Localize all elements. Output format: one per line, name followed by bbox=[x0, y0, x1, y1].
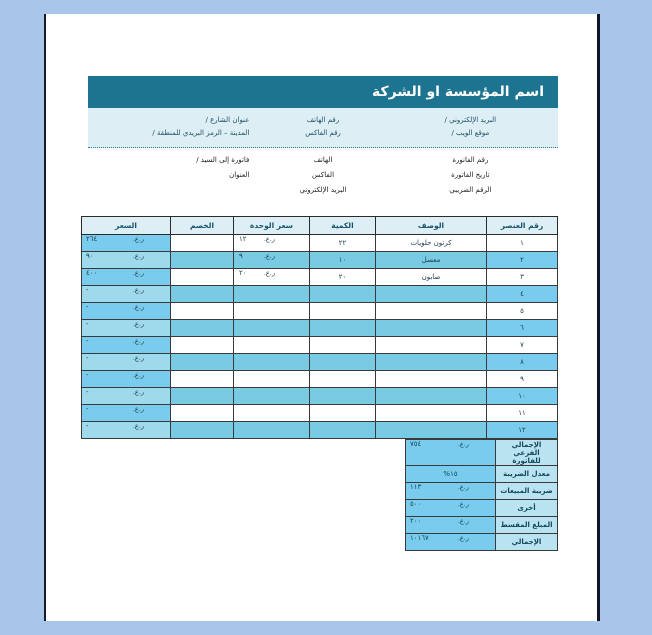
cell-unit-price[interactable] bbox=[234, 405, 310, 422]
cell-quantity[interactable] bbox=[310, 371, 376, 388]
cell-unit-price[interactable] bbox=[234, 235, 310, 252]
cell-unit-price[interactable] bbox=[234, 286, 310, 303]
company-fax-label: رقم الفاكس bbox=[305, 129, 341, 137]
table-row[interactable] bbox=[82, 269, 558, 286]
currency-symbol: ر.ع. bbox=[132, 354, 144, 362]
unit-price-value: ١٢ bbox=[239, 235, 247, 243]
cell-description[interactable]: صابون bbox=[376, 269, 487, 286]
subtotal-value: ٧٥٤ bbox=[410, 440, 422, 448]
bill-to-label: فاتورة إلى السيد / bbox=[196, 156, 250, 164]
currency-symbol: ر.ع. bbox=[457, 440, 469, 448]
table-row[interactable] bbox=[82, 405, 558, 422]
price-value: - bbox=[86, 422, 89, 430]
cell-discount[interactable] bbox=[171, 371, 234, 388]
cell-quantity[interactable] bbox=[310, 320, 376, 337]
cell-quantity[interactable] bbox=[310, 388, 376, 405]
col-price: السعر bbox=[82, 217, 171, 235]
cell-description[interactable] bbox=[376, 320, 487, 337]
company-phone-label: رقم الهاتف bbox=[306, 116, 340, 124]
cell-quantity[interactable]: ٢٢ bbox=[310, 235, 376, 252]
company-street-label: عنوان الشارع / bbox=[205, 116, 250, 124]
deposit-amount bbox=[406, 517, 496, 534]
cell-description[interactable] bbox=[376, 371, 487, 388]
cell-item-number[interactable]: ١١ bbox=[487, 405, 558, 422]
company-city-zip-label: المدينة – الرمز البريدي للمنطقة / bbox=[152, 129, 250, 137]
cell-description[interactable]: معسل bbox=[376, 252, 487, 269]
cell-quantity[interactable] bbox=[310, 337, 376, 354]
cell-discount[interactable] bbox=[171, 320, 234, 337]
company-info-band bbox=[88, 108, 558, 148]
cell-item-number[interactable]: ٦ bbox=[487, 320, 558, 337]
cell-price[interactable] bbox=[82, 388, 171, 405]
table-row[interactable] bbox=[82, 371, 558, 388]
tax-rate-value: ١٥% bbox=[443, 469, 458, 478]
company-info-row bbox=[102, 127, 544, 140]
price-value: - bbox=[86, 303, 89, 311]
price-value: - bbox=[86, 286, 89, 294]
subtotal-label: الإجمالي الفرعي للفاتورة bbox=[496, 440, 558, 466]
table-row[interactable] bbox=[82, 303, 558, 320]
deposit-label: المبلغ المقسط bbox=[496, 517, 558, 534]
cell-price[interactable] bbox=[82, 354, 171, 371]
other-amount bbox=[406, 500, 496, 517]
bill-to-row bbox=[102, 153, 544, 168]
cell-discount[interactable] bbox=[171, 286, 234, 303]
cell-description[interactable] bbox=[376, 405, 487, 422]
cell-quantity[interactable] bbox=[310, 303, 376, 320]
col-quantity: الكمية bbox=[310, 217, 376, 235]
items-table-header-row bbox=[82, 217, 558, 235]
sales-tax-amount bbox=[406, 483, 496, 500]
other-label: أخرى bbox=[496, 500, 558, 517]
price-value: - bbox=[86, 405, 89, 413]
currency-symbol: ر.ع. bbox=[457, 500, 469, 508]
price-value: - bbox=[86, 388, 89, 396]
cell-description[interactable] bbox=[376, 303, 487, 320]
cell-discount[interactable] bbox=[171, 252, 234, 269]
currency-symbol: ر.ع. bbox=[132, 388, 144, 396]
table-row[interactable] bbox=[82, 388, 558, 405]
currency-symbol: ر.ع. bbox=[132, 303, 144, 311]
table-row[interactable] bbox=[82, 235, 558, 252]
subtotal-amount bbox=[406, 440, 496, 466]
cell-item-number[interactable]: ٥ bbox=[487, 303, 558, 320]
totals-table bbox=[405, 439, 558, 551]
page-content-area bbox=[46, 14, 597, 621]
currency-symbol: ر.ع. bbox=[457, 517, 469, 525]
cell-item-number[interactable]: ٧ bbox=[487, 337, 558, 354]
currency-symbol: ر.ع. bbox=[132, 235, 144, 243]
cell-item-number[interactable]: ٢ bbox=[487, 252, 558, 269]
cell-unit-price[interactable] bbox=[234, 354, 310, 371]
cell-discount[interactable] bbox=[171, 388, 234, 405]
cell-item-number[interactable]: ٣ bbox=[487, 269, 558, 286]
cell-item-number[interactable]: ٩ bbox=[487, 371, 558, 388]
invoice-sheet bbox=[88, 76, 558, 551]
invoice-header-bar bbox=[88, 76, 558, 108]
cell-unit-price[interactable] bbox=[234, 337, 310, 354]
table-row[interactable] bbox=[82, 286, 558, 303]
cell-description[interactable] bbox=[376, 422, 487, 439]
customer-phone-label: الهاتف bbox=[313, 156, 333, 164]
col-discount: الخصم bbox=[171, 217, 234, 235]
table-row[interactable] bbox=[82, 320, 558, 337]
cell-quantity[interactable]: ٢٠ bbox=[310, 269, 376, 286]
cell-price[interactable] bbox=[82, 269, 171, 286]
cell-discount[interactable] bbox=[171, 303, 234, 320]
cell-description[interactable] bbox=[376, 337, 487, 354]
invoice-number-label: رقم الفاتورة bbox=[452, 156, 489, 164]
cell-quantity[interactable] bbox=[310, 405, 376, 422]
currency-symbol: ر.ع. bbox=[263, 269, 275, 277]
tax-rate-label: معدل الضريبة bbox=[496, 466, 558, 483]
tax-rate-amount bbox=[406, 466, 496, 483]
cell-discount[interactable] bbox=[171, 405, 234, 422]
currency-symbol: ر.ع. bbox=[132, 286, 144, 294]
unit-price-value: ٩ bbox=[239, 252, 243, 260]
currency-symbol: ر.ع. bbox=[263, 252, 275, 260]
cell-price[interactable] bbox=[82, 320, 171, 337]
cell-price[interactable] bbox=[82, 252, 171, 269]
cell-unit-price[interactable] bbox=[234, 371, 310, 388]
bill-to-row bbox=[102, 168, 544, 183]
company-info-row bbox=[102, 114, 544, 127]
cell-unit-price[interactable] bbox=[234, 388, 310, 405]
bill-to-spacer bbox=[102, 183, 249, 198]
cell-description[interactable]: كرتون حلويات bbox=[376, 235, 487, 252]
cell-quantity[interactable] bbox=[310, 422, 376, 439]
cell-discount[interactable] bbox=[171, 354, 234, 371]
currency-symbol: ر.ع. bbox=[132, 405, 144, 413]
company-email-label: البريد الإلكتروني / bbox=[444, 116, 497, 124]
currency-symbol: ر.ع. bbox=[132, 269, 144, 277]
price-value: ٢٦٤ bbox=[86, 235, 98, 243]
currency-symbol: ر.ع. bbox=[457, 534, 469, 542]
cell-unit-price[interactable] bbox=[234, 320, 310, 337]
price-value: - bbox=[86, 320, 89, 328]
bill-to-row bbox=[102, 183, 544, 198]
cell-price[interactable] bbox=[82, 422, 171, 439]
table-row[interactable] bbox=[82, 337, 558, 354]
col-description: الوصف bbox=[376, 217, 487, 235]
currency-symbol: ر.ع. bbox=[132, 320, 144, 328]
grand-total-label: الإجمالي bbox=[496, 534, 558, 551]
customer-address-label: العنوان bbox=[229, 171, 250, 179]
totals-row-grand-total bbox=[406, 534, 558, 551]
col-unit-price: سعر الوحدة bbox=[234, 217, 310, 235]
cell-quantity[interactable] bbox=[310, 286, 376, 303]
table-row[interactable] bbox=[82, 354, 558, 371]
tax-number-label: الرقم الضريبي bbox=[449, 186, 492, 194]
cell-price[interactable] bbox=[82, 337, 171, 354]
cell-unit-price[interactable] bbox=[234, 422, 310, 439]
cell-description[interactable] bbox=[376, 354, 487, 371]
cell-price[interactable] bbox=[82, 371, 171, 388]
cell-description[interactable] bbox=[376, 286, 487, 303]
currency-symbol: ر.ع. bbox=[132, 371, 144, 379]
cell-item-number[interactable]: ١ bbox=[487, 235, 558, 252]
cell-unit-price[interactable] bbox=[234, 303, 310, 320]
totals-row-other bbox=[406, 500, 558, 517]
cell-item-number[interactable]: ٨ bbox=[487, 354, 558, 371]
currency-symbol: ر.ع. bbox=[457, 483, 469, 491]
unit-price-value: ٢٠ bbox=[239, 269, 247, 277]
cell-price[interactable] bbox=[82, 303, 171, 320]
cell-quantity[interactable] bbox=[310, 354, 376, 371]
cell-quantity[interactable]: ١٠ bbox=[310, 252, 376, 269]
cell-price[interactable] bbox=[82, 235, 171, 252]
table-row[interactable] bbox=[82, 422, 558, 439]
cell-discount[interactable] bbox=[171, 422, 234, 439]
totals-row-sales-tax bbox=[406, 483, 558, 500]
currency-symbol: ر.ع. bbox=[263, 235, 275, 243]
company-website-label: موقع الويب / bbox=[451, 129, 490, 137]
items-table-body bbox=[82, 235, 558, 439]
totals-row-subtotal bbox=[406, 440, 558, 466]
cell-description[interactable] bbox=[376, 388, 487, 405]
invoice-date-label: تاريخ الفاتورة bbox=[451, 171, 490, 179]
sales-tax-value: ١١٣ bbox=[410, 483, 422, 491]
cell-discount[interactable] bbox=[171, 235, 234, 252]
currency-symbol: ر.ع. bbox=[132, 337, 144, 345]
cell-discount[interactable] bbox=[171, 337, 234, 354]
deposit-value: ٢٠٠ bbox=[410, 517, 422, 525]
currency-symbol: ر.ع. bbox=[132, 422, 144, 430]
document-page bbox=[44, 14, 600, 621]
bill-to-band bbox=[88, 148, 558, 206]
totals-row-tax-rate bbox=[406, 466, 558, 483]
table-row[interactable] bbox=[82, 252, 558, 269]
totals-row-deposit bbox=[406, 517, 558, 534]
price-value: ٩٠ bbox=[86, 252, 94, 260]
cell-item-number[interactable]: ١٢ bbox=[487, 422, 558, 439]
currency-symbol: ر.ع. bbox=[132, 252, 144, 260]
cell-item-number[interactable]: ١٠ bbox=[487, 388, 558, 405]
sales-tax-label: ضريبة المبيعات bbox=[496, 483, 558, 500]
price-value: - bbox=[86, 371, 89, 379]
totals-wrapper bbox=[88, 439, 558, 551]
grand-total-value: ١٠١٦٧ bbox=[410, 534, 429, 542]
price-value: - bbox=[86, 354, 89, 362]
col-item-number: رقم العنصر bbox=[487, 217, 558, 235]
cell-discount[interactable] bbox=[171, 269, 234, 286]
cell-unit-price[interactable] bbox=[234, 269, 310, 286]
cell-price[interactable] bbox=[82, 286, 171, 303]
customer-fax-label: الفاكس bbox=[312, 171, 335, 179]
price-value: - bbox=[86, 337, 89, 345]
page-title: اسم المؤسسة او الشركة bbox=[371, 84, 544, 100]
cell-item-number[interactable]: ٤ bbox=[487, 286, 558, 303]
price-value: ٤٠٠ bbox=[86, 269, 98, 277]
cell-price[interactable] bbox=[82, 405, 171, 422]
grand-total-amount bbox=[406, 534, 496, 551]
customer-email-label: البريد الإلكتروني bbox=[299, 186, 347, 194]
other-value: ٥٠٠ bbox=[410, 500, 422, 508]
cell-unit-price[interactable] bbox=[234, 252, 310, 269]
items-table bbox=[81, 216, 558, 439]
